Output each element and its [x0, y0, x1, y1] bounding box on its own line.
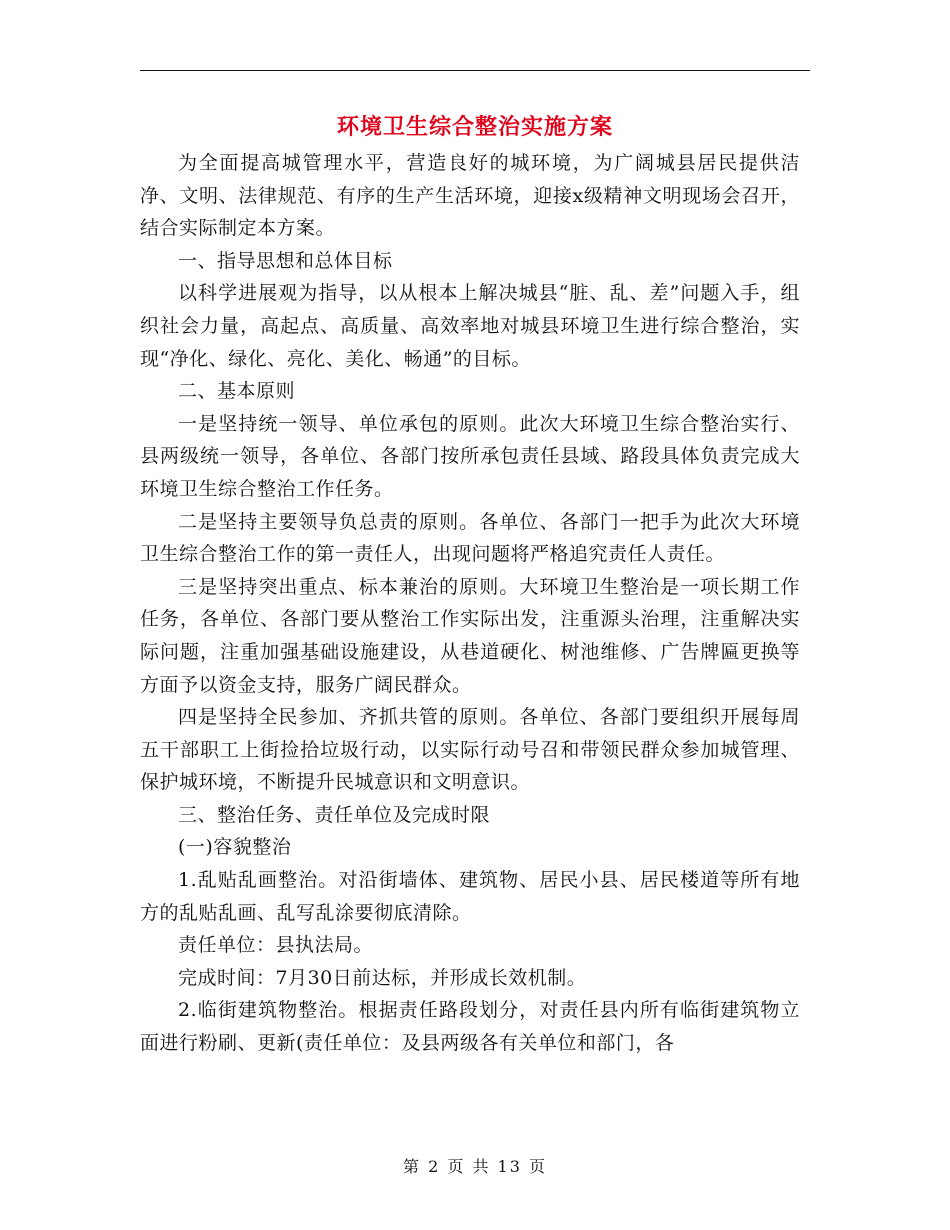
principle-4-paragraph: 四是坚持全民参加、齐抓共管的原则。各单位、各部门要组织开展每周五干部职工上街捡拾垃圾行动，以实际行动号召和带领民群众参加城管理、保护城环境，不断提升民城意识和文明意识。	[140, 706, 800, 794]
section-heading-3: 三、整治任务、责任单位及完成时限	[178, 803, 491, 826]
footer-mid: 页 共	[447, 1157, 491, 1176]
principle-1-paragraph: 一是坚持统一领导、单位承包的原则。此次大环境卫生综合整治实行、县两级统一领导，各单位、各部门按所承包责任县域、路段具体负责完成大环境卫生综合整治工作任务。	[140, 412, 800, 500]
header-rule	[140, 70, 810, 71]
intro-paragraph: 为全面提高城管理水平，营造良好的城环境，为广阔城县居民提供洁净、文明、法律规范、有序的生产生活环境，迎接x级精神文明现场会召开，结合实际制定本方案。	[140, 152, 800, 240]
completion-time-line: 完成时间：7月30日前达标，并形成长效机制。	[178, 966, 587, 989]
document-body	[140, 147, 800, 1060]
guiding-paragraph: 以科学进展观为指导，以从根本上解决城县“脏、乱、差”问题入手，组织社会力量，高起点、高质量、高效率地对城县环境卫生进行综合整治，实现“净化、绿化、亮化、美化、畅通”的目标。	[140, 282, 800, 370]
task-1-paragraph: 1.乱贴乱画整治。对沿街墙体、建筑物、居民小县、居民楼道等所有地方的乱贴乱画、乱写乱涂要彻底清除。	[140, 869, 800, 924]
subsection-heading: (一)容貌整治	[178, 836, 292, 859]
footer-total-pages: 13	[497, 1157, 522, 1176]
footer-suffix: 页	[529, 1157, 548, 1176]
footer-prefix: 第	[402, 1157, 421, 1176]
section-heading-2: 二、基本原则	[178, 380, 296, 403]
section-heading-1: 一、指导思想和总体目标	[178, 249, 393, 272]
document-title: 环境卫生综合整治实施方案	[336, 114, 613, 140]
task-2-paragraph: 2.临街建筑物整治。根据责任路段划分，对责任县内所有临街建筑物立面进行粉刷、更新(责任单位：及县两级各有关单位和部门，各	[140, 999, 800, 1055]
page-footer	[0, 1154, 950, 1177]
responsible-unit-line: 责任单位：县执法局。	[178, 934, 374, 957]
principle-3-paragraph: 三是坚持突出重点、标本兼治的原则。大环境卫生整治是一项长期工作任务，各单位、各部门要从整治工作实际出发，注重源头治理，注重解决实际问题，注重加强基础设施建设，从巷道硬化、树池维修、广告牌匾更换等方面予以资金支持，服务广阔民群众。	[140, 575, 800, 696]
footer-current-page: 2	[428, 1157, 441, 1176]
principle-2-paragraph: 二是坚持主要领导负总责的原则。各单位、各部门一把手为此次大环境卫生综合整治工作的第一责任人，出现问题将严格追究责任人责任。	[140, 510, 800, 566]
